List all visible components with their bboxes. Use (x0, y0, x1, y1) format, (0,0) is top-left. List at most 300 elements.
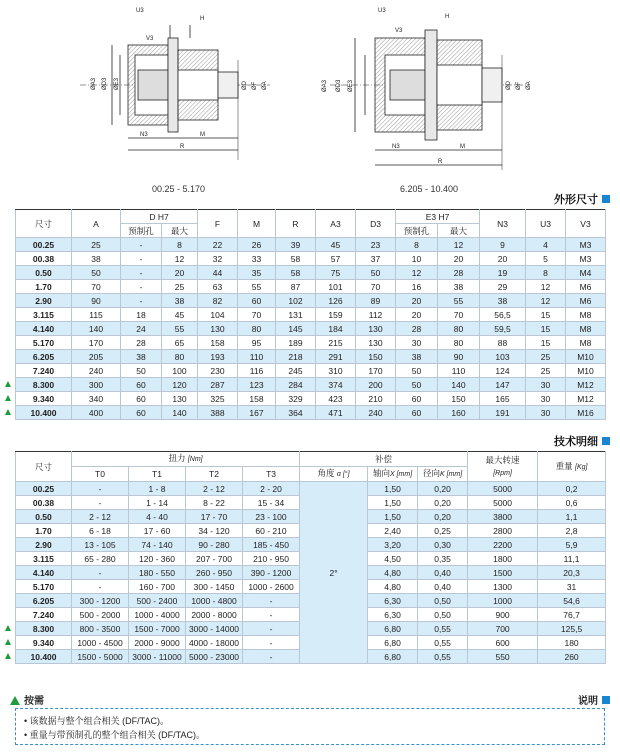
col-angle: 角度 α [°] (300, 467, 368, 482)
value-cell: - (121, 280, 162, 294)
value-cell: 210 (356, 392, 396, 406)
value-cell: 240 (356, 406, 396, 420)
svg-text:ØA3: ØA3 (322, 79, 328, 92)
value-cell: 63 (198, 280, 238, 294)
svg-text:H: H (445, 14, 450, 20)
value-cell: 500 - 2400 (129, 594, 186, 608)
svg-text:ØD3: ØD3 (336, 79, 342, 92)
size-cell: 9.340 (16, 392, 72, 406)
value-cell: 30 (526, 378, 566, 392)
table-row (16, 322, 606, 336)
size-cell: 2.90 (16, 294, 72, 308)
value-cell: 2 - 12 (72, 510, 129, 524)
value-cell: 5,9 (538, 538, 606, 552)
value-cell: 25 (526, 364, 566, 378)
value-cell: 245 (276, 364, 316, 378)
size-cell: 0.50 (16, 266, 72, 280)
value-cell: 0,50 (418, 608, 468, 622)
value-cell: 80 (162, 350, 198, 364)
value-cell: 20 (438, 252, 480, 266)
value-cell: M12 (566, 378, 606, 392)
value-cell: 50 (121, 364, 162, 378)
svg-text:ØD: ØD (506, 81, 512, 90)
size-cell: 5.170 (16, 580, 72, 594)
svg-text:H: H (200, 16, 205, 22)
value-cell: 124 (480, 364, 526, 378)
value-cell: 1,50 (368, 496, 418, 510)
triangle-marker-icon (10, 696, 20, 705)
value-cell: 300 - 1450 (186, 580, 243, 594)
value-cell: 30 (526, 406, 566, 420)
value-cell: 15 (526, 322, 566, 336)
value-cell: 74 - 140 (129, 538, 186, 552)
value-cell: 5000 - 23000 (186, 650, 243, 664)
value-cell: 240 (72, 364, 121, 378)
value-cell: 88 (480, 336, 526, 350)
value-cell: 130 (162, 392, 198, 406)
col-T0: T0 (72, 467, 129, 482)
size-cell: 6.205 (16, 350, 72, 364)
value-cell: 50 (396, 364, 438, 378)
value-cell: 60 (121, 406, 162, 420)
value-cell: 50 (396, 378, 438, 392)
value-cell: 3000 - 11000 (129, 650, 186, 664)
value-cell: 2200 (468, 538, 538, 552)
value-cell: 24 (121, 322, 162, 336)
value-cell: 38 (162, 294, 198, 308)
value-cell: 65 - 280 (72, 552, 129, 566)
value-cell: 900 (468, 608, 538, 622)
value-cell: 115 (72, 308, 121, 322)
value-cell: 6,80 (368, 650, 418, 664)
col-E-max: 最大 (438, 224, 480, 238)
value-cell: 3000 - 14000 (186, 622, 243, 636)
value-cell: 65 (162, 336, 198, 350)
table-row (16, 280, 606, 294)
value-cell: - (243, 650, 300, 664)
value-cell: 6,30 (368, 594, 418, 608)
value-cell: 80 (438, 322, 480, 336)
note-item: • 重量与带预制孔的整个组合相关 (DF/TAC)。 (24, 730, 205, 740)
value-cell: 160 (438, 406, 480, 420)
value-cell: 1500 - 7000 (129, 622, 186, 636)
svg-text:ØD: ØD (242, 81, 248, 90)
value-cell: 184 (316, 322, 356, 336)
svg-text:V3: V3 (395, 28, 403, 34)
value-cell: 550 (468, 650, 538, 664)
value-cell: 4000 - 18000 (186, 636, 243, 650)
value-cell: - (72, 496, 129, 510)
value-cell: 25 (526, 350, 566, 364)
value-cell: 800 - 3500 (72, 622, 129, 636)
value-cell: M8 (566, 322, 606, 336)
value-cell: 310 (316, 364, 356, 378)
size-cell: 6.205 (16, 594, 72, 608)
angle-value-cell: 2° (300, 482, 368, 664)
value-cell: 57 (316, 252, 356, 266)
value-cell: 125,5 (538, 622, 606, 636)
drawing-left-caption: 00.25 - 5.170 (152, 184, 206, 194)
value-cell: 260 - 950 (186, 566, 243, 580)
value-cell: 70 (438, 308, 480, 322)
value-cell: 20,3 (538, 566, 606, 580)
dims-table (15, 209, 606, 420)
table-row (16, 392, 606, 406)
size-cell: 10.400 (16, 406, 72, 420)
value-cell: 37 (356, 252, 396, 266)
value-cell: 60 (121, 378, 162, 392)
table-row (16, 336, 606, 350)
value-cell: 131 (276, 308, 316, 322)
value-cell: 130 (356, 336, 396, 350)
triangle-marker-icon (5, 381, 11, 387)
value-cell: 388 (198, 406, 238, 420)
value-cell: 54,6 (538, 594, 606, 608)
col-torque: 扭力 [Nm] (72, 452, 300, 467)
value-cell: 16 (396, 280, 438, 294)
value-cell: 38 (72, 252, 121, 266)
tech-table (15, 451, 606, 664)
value-cell: 31 (538, 580, 606, 594)
value-cell: 103 (480, 350, 526, 364)
value-cell: 600 (468, 636, 538, 650)
value-cell: 12 (438, 238, 480, 252)
value-cell: 89 (356, 294, 396, 308)
col-T2: T2 (186, 467, 243, 482)
value-cell: 8 (396, 238, 438, 252)
svg-text:ØA: ØA (526, 81, 532, 90)
value-cell: 34 - 120 (186, 524, 243, 538)
value-cell: - (72, 580, 129, 594)
value-cell: 102 (276, 294, 316, 308)
size-cell: 10.400 (16, 650, 72, 664)
table-row (16, 294, 606, 308)
value-cell: 87 (276, 280, 316, 294)
size-cell: 0.50 (16, 510, 72, 524)
value-cell: 4,80 (368, 566, 418, 580)
value-cell: 6,80 (368, 622, 418, 636)
value-cell: 158 (198, 336, 238, 350)
value-cell: 17 - 70 (186, 510, 243, 524)
value-cell: 38 (480, 294, 526, 308)
value-cell: 20 (396, 308, 438, 322)
value-cell: 150 (438, 392, 480, 406)
value-cell: 218 (276, 350, 316, 364)
value-cell: 6 - 18 (72, 524, 129, 538)
value-cell: 2,40 (368, 524, 418, 538)
value-cell: 8 - 22 (186, 496, 243, 510)
value-cell: 15 (526, 308, 566, 322)
size-cell: 7.240 (16, 364, 72, 378)
value-cell: 116 (238, 364, 276, 378)
value-cell: 1000 (468, 594, 538, 608)
value-cell: 33 (238, 252, 276, 266)
value-cell: 82 (198, 294, 238, 308)
value-cell: 120 - 360 (129, 552, 186, 566)
value-cell: 1500 - 5000 (72, 650, 129, 664)
size-cell: 00.38 (16, 252, 72, 266)
value-cell: 55 (238, 280, 276, 294)
value-cell: 140 (162, 406, 198, 420)
triangle-marker-icon (5, 653, 11, 659)
svg-text:ØF: ØF (516, 81, 522, 90)
table-row (16, 378, 606, 392)
triangle-marker-icon (5, 639, 11, 645)
value-cell: - (243, 622, 300, 636)
svg-text:N3: N3 (392, 144, 400, 150)
value-cell: M16 (566, 406, 606, 420)
value-cell: 15 - 34 (243, 496, 300, 510)
value-cell: 12 (526, 280, 566, 294)
value-cell: - (121, 266, 162, 280)
value-cell: 100 (162, 364, 198, 378)
value-cell: 11,1 (538, 552, 606, 566)
value-cell: 25 (72, 238, 121, 252)
value-cell: 110 (438, 364, 480, 378)
svg-text:V3: V3 (146, 36, 154, 42)
value-cell: 60 (121, 392, 162, 406)
value-cell: 160 - 700 (129, 580, 186, 594)
value-cell: 140 (438, 378, 480, 392)
size-cell: 4.140 (16, 322, 72, 336)
value-cell: 700 (468, 622, 538, 636)
svg-text:ØE3: ØE3 (348, 79, 354, 92)
value-cell: 3,20 (368, 538, 418, 552)
svg-text:R: R (438, 159, 443, 165)
value-cell: 75 (316, 266, 356, 280)
col-radial: 径向K [mm] (418, 467, 468, 482)
svg-text:ØA: ØA (262, 81, 268, 90)
svg-text:U3: U3 (136, 8, 144, 14)
value-cell: M10 (566, 350, 606, 364)
value-cell: 0,30 (418, 538, 468, 552)
value-cell: 38 (396, 350, 438, 364)
value-cell: 390 - 1200 (243, 566, 300, 580)
value-cell: 22 (198, 238, 238, 252)
col-F: F (198, 210, 238, 238)
svg-text:R: R (180, 144, 185, 150)
col-T1: T1 (129, 467, 186, 482)
value-cell: 0,20 (418, 496, 468, 510)
value-cell: 291 (316, 350, 356, 364)
value-cell: 193 (198, 350, 238, 364)
value-cell: 0,6 (538, 496, 606, 510)
value-cell: 215 (316, 336, 356, 350)
value-cell: 329 (276, 392, 316, 406)
table-row (16, 364, 606, 378)
table-row (16, 308, 606, 322)
col-E3H7: E3 H7 (396, 210, 480, 224)
value-cell: 9 (480, 238, 526, 252)
value-cell: 12 (526, 294, 566, 308)
value-cell: 5000 (468, 482, 538, 496)
value-cell: 15 (526, 336, 566, 350)
value-cell: M3 (566, 238, 606, 252)
value-cell: 2800 (468, 524, 538, 538)
value-cell: 165 (480, 392, 526, 406)
col-E-pre: 预制孔 (396, 224, 438, 238)
value-cell: 200 (356, 378, 396, 392)
value-cell: 20 (480, 252, 526, 266)
col-V3: V3 (566, 210, 606, 238)
value-cell: - (243, 594, 300, 608)
value-cell: M8 (566, 308, 606, 322)
col-size: 尺寸 (16, 452, 72, 482)
value-cell: M6 (566, 280, 606, 294)
dims-section-title: 外形尺寸 (554, 191, 610, 207)
value-cell: 0,20 (418, 482, 468, 496)
value-cell: 167 (238, 406, 276, 420)
value-cell: 32 (198, 252, 238, 266)
value-cell: 300 (72, 378, 121, 392)
value-cell: - (72, 482, 129, 496)
value-cell: 191 (480, 406, 526, 420)
value-cell: - (121, 238, 162, 252)
value-cell: 1000 - 2600 (243, 580, 300, 594)
col-U3: U3 (526, 210, 566, 238)
value-cell: 25 (162, 280, 198, 294)
value-cell: 2,8 (538, 524, 606, 538)
value-cell: 284 (276, 378, 316, 392)
value-cell: 20 (396, 294, 438, 308)
value-cell: 45 (316, 238, 356, 252)
value-cell: 364 (276, 406, 316, 420)
tech-section-title: 技术明细 (554, 433, 610, 449)
value-cell: - (243, 608, 300, 622)
value-cell: 260 (538, 650, 606, 664)
square-icon (602, 437, 610, 445)
value-cell: 0,2 (538, 482, 606, 496)
value-cell: 80 (438, 336, 480, 350)
value-cell: 400 (72, 406, 121, 420)
value-cell: 300 - 1200 (72, 594, 129, 608)
triangle-marker-icon (5, 395, 11, 401)
value-cell: 2000 - 8000 (186, 608, 243, 622)
value-cell: 180 - 550 (129, 566, 186, 580)
value-cell: 50 (72, 266, 121, 280)
value-cell: 26 (238, 238, 276, 252)
col-D-pre: 预制孔 (121, 224, 162, 238)
value-cell: 185 - 450 (243, 538, 300, 552)
size-cell: 5.170 (16, 336, 72, 350)
value-cell: 60 (238, 294, 276, 308)
size-cell: 9.340 (16, 636, 72, 650)
svg-text:M: M (200, 132, 205, 138)
value-cell: 0,55 (418, 636, 468, 650)
value-cell: 1,50 (368, 482, 418, 496)
svg-text:ØE3: ØE3 (114, 77, 120, 90)
value-cell: 1,1 (538, 510, 606, 524)
value-cell: 44 (198, 266, 238, 280)
size-cell: 00.38 (16, 496, 72, 510)
size-cell: 3.115 (16, 552, 72, 566)
value-cell: 2000 - 9000 (129, 636, 186, 650)
square-icon (602, 696, 610, 704)
value-cell: 130 (356, 322, 396, 336)
value-cell: 35 (238, 266, 276, 280)
value-cell: 60 - 210 (243, 524, 300, 538)
value-cell: 55 (162, 322, 198, 336)
value-cell: 2 - 20 (243, 482, 300, 496)
value-cell: 38 (438, 280, 480, 294)
square-icon (602, 195, 610, 203)
value-cell: 104 (198, 308, 238, 322)
value-cell: - (243, 636, 300, 650)
value-cell: 1000 - 4000 (129, 608, 186, 622)
col-R: R (276, 210, 316, 238)
value-cell: 5 (526, 252, 566, 266)
value-cell: 0,55 (418, 622, 468, 636)
value-cell: 1000 - 4800 (186, 594, 243, 608)
value-cell: 130 (198, 322, 238, 336)
value-cell: 6,30 (368, 608, 418, 622)
value-cell: 70 (356, 280, 396, 294)
value-cell: 0,55 (418, 650, 468, 664)
col-size: 尺寸 (16, 210, 72, 238)
note-item: • 该数据与整个组合相关 (DF/TAC)。 (24, 716, 169, 726)
value-cell: 0,35 (418, 552, 468, 566)
table-row (16, 238, 606, 252)
value-cell: 13 - 105 (72, 538, 129, 552)
value-cell: 0,40 (418, 580, 468, 594)
value-cell: 76,7 (538, 608, 606, 622)
col-A: A (72, 210, 121, 238)
value-cell: 1 - 8 (129, 482, 186, 496)
table-row (16, 252, 606, 266)
value-cell: 159 (316, 308, 356, 322)
value-cell: 4 (526, 238, 566, 252)
value-cell: 20 (162, 266, 198, 280)
drawing-right-caption: 6.205 - 10.400 (400, 184, 459, 194)
value-cell: 340 (72, 392, 121, 406)
value-cell: 140 (72, 322, 121, 336)
value-cell: 39 (276, 238, 316, 252)
value-cell: 4 - 40 (129, 510, 186, 524)
value-cell: 189 (276, 336, 316, 350)
value-cell: M4 (566, 266, 606, 280)
value-cell: 30 (526, 392, 566, 406)
value-cell: M10 (566, 364, 606, 378)
value-cell: 500 - 2000 (72, 608, 129, 622)
size-cell: 4.140 (16, 566, 72, 580)
value-cell: 287 (198, 378, 238, 392)
col-D3: D3 (356, 210, 396, 238)
size-cell: 00.25 (16, 238, 72, 252)
value-cell: 60 (396, 406, 438, 420)
value-cell: 120 (162, 378, 198, 392)
value-cell: 29 (480, 280, 526, 294)
value-cell: 10 (396, 252, 438, 266)
value-cell: M12 (566, 392, 606, 406)
value-cell: 8 (526, 266, 566, 280)
svg-text:U3: U3 (378, 8, 386, 14)
value-cell: 58 (276, 266, 316, 280)
value-cell: 90 (72, 294, 121, 308)
value-cell: 0,50 (418, 594, 468, 608)
value-cell: 12 (396, 266, 438, 280)
value-cell: 1300 (468, 580, 538, 594)
value-cell: 180 (538, 636, 606, 650)
svg-text:ØD3: ØD3 (102, 77, 108, 90)
value-cell: 59,5 (480, 322, 526, 336)
value-cell: - (72, 566, 129, 580)
value-cell: 1,50 (368, 510, 418, 524)
col-A3: A3 (316, 210, 356, 238)
value-cell: 70 (72, 280, 121, 294)
col-D-max: 最大 (162, 224, 198, 238)
col-max-speed: 最大转速 [Rpm] (468, 452, 538, 482)
value-cell: 6,80 (368, 636, 418, 650)
